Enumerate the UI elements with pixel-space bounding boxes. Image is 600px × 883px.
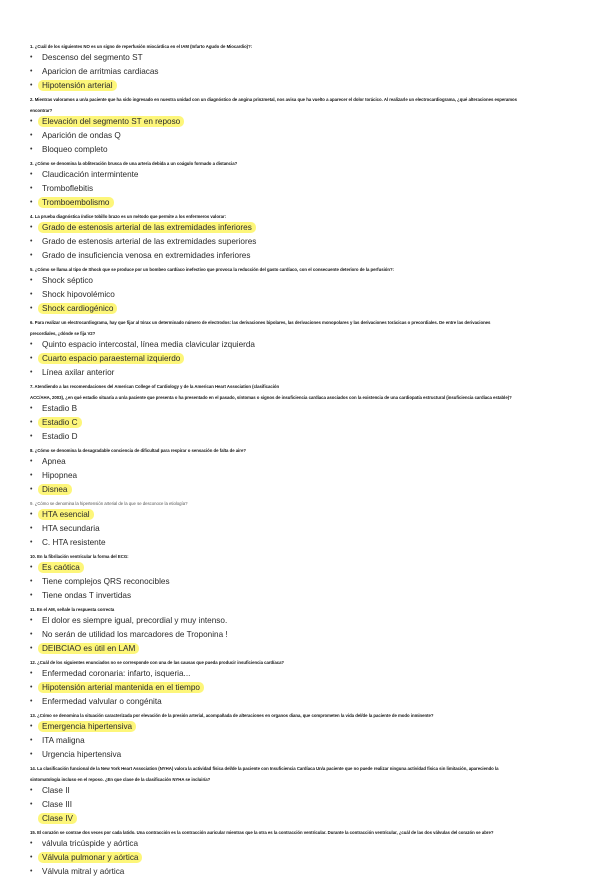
answer-option-highlighted — [30, 115, 575, 129]
answer-option — [30, 366, 575, 380]
bullet-icon: • — [30, 238, 33, 245]
bullet-icon: • — [30, 751, 33, 758]
bullet-icon: • — [30, 419, 33, 426]
answer-label: Clase III — [42, 800, 73, 809]
question-text — [30, 161, 575, 167]
bullet-icon: • — [30, 82, 33, 89]
question-text — [30, 214, 575, 220]
answer-label: Válvula mitral y aórtica — [42, 867, 125, 876]
answer-label: Hipotensión arterial mantenida en el tiempo — [38, 682, 204, 693]
question-block — [30, 44, 575, 93]
answer-options — [30, 402, 575, 444]
question-line: 4. La prueba diagnóstica índice tobillo brazo es un método que permite a los enfermeros valorar: — [30, 214, 227, 219]
answer-options — [30, 115, 575, 157]
bullet-icon: • — [30, 291, 33, 298]
question-text — [30, 554, 575, 560]
question-text — [30, 320, 575, 337]
bullet-icon: • — [30, 54, 33, 61]
question-block — [30, 161, 575, 210]
answer-label: No serán de utilidad los marcadores de Troponina ! — [42, 630, 228, 639]
answer-option-highlighted — [30, 483, 575, 497]
answer-label: C. HTA resistente — [42, 538, 106, 547]
answer-option — [30, 143, 575, 157]
bullet-icon: • — [30, 458, 33, 465]
bullet-icon: • — [30, 511, 33, 518]
question-line: 12. ¿Cuál de los siguientes enunciados no se corresponde con una de las causas que pueda producir insuficiencia cardíaca? — [30, 660, 285, 665]
bullet-icon: • — [30, 355, 33, 362]
answer-option — [30, 274, 575, 288]
bullet-icon: • — [30, 277, 33, 284]
bullet-icon: • — [30, 801, 33, 808]
answer-option — [30, 628, 575, 642]
answer-label: Emergencia hipertensiva — [38, 721, 136, 732]
question-block — [30, 214, 575, 263]
bullet-icon: • — [30, 252, 33, 259]
bullet-icon: • — [30, 132, 33, 139]
question-text — [30, 660, 575, 666]
answer-label: Elevación del segmento ST en reposo — [38, 116, 184, 127]
bullet-icon: • — [30, 68, 33, 75]
bullet-icon: • — [30, 305, 33, 312]
question-text — [30, 267, 575, 273]
answer-label: Estadio C — [38, 417, 82, 428]
question-text — [30, 384, 575, 401]
answer-label: Tiene complejos QRS reconocibles — [42, 577, 170, 586]
bullet-icon: • — [30, 486, 33, 493]
question-line-continued: precordiales, ¿dónde se fija V2? — [30, 331, 96, 336]
bullet-icon: • — [30, 787, 33, 794]
answer-label: Clase II — [42, 786, 70, 795]
question-text — [30, 44, 575, 50]
answer-option — [30, 784, 575, 798]
question-line: 11. En el AM, señale la respuesta correcta — [30, 607, 115, 612]
answer-label: DEIBCIAO es útil en LAM — [38, 643, 139, 654]
answer-label: HTA secundaria — [42, 524, 100, 533]
question-line: 14. La clasificación funcional de la New York Heart Association (NYHA) valora la actividad física del/de la paciente con Insuficiencia Cardíaca Un/a paciente que no puede realizar ninguna actividad física sin limitación, apareciendo la — [30, 766, 499, 771]
answer-label: Enfermedad valvular o congénita — [42, 697, 162, 706]
answer-label: Quinto espacio intercostal, línea media clavicular izquierda — [42, 340, 255, 349]
bullet-icon: • — [30, 525, 33, 532]
question-block — [30, 660, 575, 709]
question-line: 13. ¿Cómo se denomina la situación caracterizada por elevación de la presión arterial, acompañada de alteraciones en organos diana, que comprometen la vida del/de la paciente de modo inminente? — [30, 713, 434, 718]
answer-label: Tromboembolismo — [38, 197, 114, 208]
answer-option-highlighted — [30, 851, 575, 865]
document-page — [30, 44, 575, 883]
answer-options — [30, 338, 575, 380]
answer-options — [30, 455, 575, 497]
bullet-icon: • — [30, 472, 33, 479]
answer-label: HTA esencial — [38, 509, 94, 520]
question-text — [30, 97, 575, 114]
question-text — [30, 766, 575, 783]
question-block — [30, 384, 575, 444]
answer-option — [30, 748, 575, 762]
answer-option — [30, 695, 575, 709]
answer-label: Línea axilar anterior — [42, 368, 115, 377]
answer-option-highlighted — [30, 508, 575, 522]
answer-option — [30, 65, 575, 79]
bullet-icon: • — [30, 840, 33, 847]
answer-label: Shock séptico — [42, 276, 93, 285]
answer-label: Aparicion de arritmias cardiacas — [42, 67, 159, 76]
answer-label: Apnea — [42, 457, 66, 466]
question-text — [30, 501, 575, 507]
answer-label: Claudicación intermintente — [42, 170, 139, 179]
bullet-icon: • — [30, 698, 33, 705]
answer-option — [30, 182, 575, 196]
answer-options — [30, 221, 575, 263]
bullet-icon: • — [30, 631, 33, 638]
answer-option — [30, 430, 575, 444]
answer-label: El dolor es siempre igual, precordial y muy intenso. — [42, 616, 228, 625]
answer-label: Shock hipovolémico — [42, 290, 115, 299]
question-line-continued: sintomatología incluso en el reposo. ¿En que clase de la clasificación NYHA se incluiría? — [30, 777, 211, 782]
answer-option — [30, 469, 575, 483]
answer-option — [30, 455, 575, 469]
answer-option — [30, 734, 575, 748]
question-text — [30, 448, 575, 454]
answer-option — [30, 249, 575, 263]
question-line-continued: ACC/AHA, 2003), ¿en qué estadio situaría a un/a paciente que presenta o ha presentado en el pasado, síntomas o signos de insuficiencia cardíaca asociados con la existencia de una cardiopatía estructural (insuficiencia cardíaca estable)? — [30, 395, 512, 400]
answer-label: Enfermedad coronaria: infarto, isqueria... — [42, 669, 191, 678]
question-line: 2. Mientras valoramos a un/a paciente que ha sido ingresado en nuestra unidad con un diagnóstico de angina prinzmetal, nos avisa que ha vuelto a aparecer el dolor torácico. Al realizarle un electrocardiograma, ¿qué alteraciones esperamos — [30, 97, 518, 102]
question-line: 1. ¿Cuál de los siguientes NO es un signo de reperfusión miocárdica en el IAM (Infarto Agudo de Miocardio)?: — [30, 44, 253, 49]
answer-option-highlighted — [30, 416, 575, 430]
bullet-icon: • — [30, 592, 33, 599]
answer-option — [30, 667, 575, 681]
question-text — [30, 830, 575, 836]
question-block — [30, 607, 575, 656]
answer-label: Cuarto espacio paraesternal izquierdo — [38, 353, 184, 364]
question-text — [30, 713, 575, 719]
answer-option — [30, 614, 575, 628]
answer-options — [30, 168, 575, 210]
bullet-icon: • — [30, 868, 33, 875]
answer-label: Estadio B — [42, 404, 78, 413]
answer-option — [30, 575, 575, 589]
question-block — [30, 554, 575, 603]
answer-options — [30, 51, 575, 93]
answer-option-highlighted — [30, 221, 575, 235]
bullet-icon: • — [30, 369, 33, 376]
answer-label: Clase IV — [38, 813, 77, 824]
answer-option-highlighted — [30, 302, 575, 316]
answer-option — [30, 522, 575, 536]
question-line: 3. ¿Cómo se denomina la obliteración brusca de una arteria debida a un coágulo formado a distancia? — [30, 161, 238, 166]
bullet-icon: • — [30, 171, 33, 178]
answer-label: válvula tricúspide y aórtica — [42, 839, 139, 848]
answer-label: ITA maligna — [42, 736, 85, 745]
question-line: 15. El corazón se contrae dos veces por cada latido. Una contracción es la contracción auricular mientras que la otra es la contracción ventricular. Durante la contracción ventricular, ¿cuál de las dos válvulas del corazón se abre? — [30, 830, 494, 835]
answer-options — [30, 614, 575, 656]
bullet-icon: • — [30, 146, 33, 153]
bullet-icon: • — [30, 645, 33, 652]
question-block — [30, 320, 575, 380]
bullet-icon: • — [30, 564, 33, 571]
bullet-icon: • — [30, 341, 33, 348]
answer-label: Aparición de ondas Q — [42, 131, 121, 140]
answer-option-highlighted — [30, 196, 575, 210]
question-line: 6. Para realizar un electrocardiograma, hay que fijar al tórax un determinado número de electrodos: las derivaciones bipolares, las derivaciones monopolares y las derivaciones torácicas o precordiales. De entre las derivaciones — [30, 320, 491, 325]
answer-option — [30, 536, 575, 550]
question-line: 9. ¿Cómo se denomina la hipertensión arterial de la que se desconoce la etiología? — [30, 501, 188, 506]
bullet-icon: • — [30, 199, 33, 206]
answer-options — [30, 508, 575, 550]
answer-label: Shock cardiogénico — [38, 303, 117, 314]
question-block — [30, 830, 575, 879]
question-line: 8. ¿Cómo se denomina la desagradable conciencia de dificultad para respirar o sensación de falta de aire? — [30, 448, 246, 453]
answer-label: Urgencia hipertensiva — [42, 750, 122, 759]
bullet-icon: • — [30, 185, 33, 192]
bullet-icon: • — [30, 118, 33, 125]
question-block — [30, 501, 575, 550]
question-block — [30, 766, 575, 826]
answer-label: Descenso del segmento ST — [42, 53, 143, 62]
bullet-icon: • — [30, 723, 33, 730]
answer-options — [30, 667, 575, 709]
answer-label: Es caótica — [38, 562, 84, 573]
bullet-icon: • — [30, 617, 33, 624]
answer-label: Grado de insuficiencia venosa en extremidades inferiores — [42, 251, 251, 260]
question-block — [30, 713, 575, 762]
answer-option — [30, 129, 575, 143]
answer-label: Válvula pulmonar y aórtica — [38, 852, 142, 863]
question-text — [30, 607, 575, 613]
answer-options — [30, 561, 575, 603]
bullet-icon: • — [30, 578, 33, 585]
answer-options — [30, 837, 575, 879]
question-line: 7. Atendiendo a las recomendaciones del American College of Cardiology y de la American Heart Association (clasificación — [30, 384, 280, 389]
answer-options — [30, 274, 575, 316]
bullet-icon: • — [30, 854, 33, 861]
answer-option-highlighted — [30, 352, 575, 366]
answer-options — [30, 784, 575, 826]
question-block — [30, 267, 575, 316]
bullet-icon: • — [30, 405, 33, 412]
answer-option — [30, 837, 575, 851]
answer-option — [30, 288, 575, 302]
answer-option-highlighted — [30, 681, 575, 695]
bullet-icon: • — [30, 670, 33, 677]
answer-options — [30, 720, 575, 762]
answer-label: Grado de estenosis arterial de las extremidades superiores — [42, 237, 257, 246]
answer-label: Bloqueo completo — [42, 145, 108, 154]
answer-option — [30, 235, 575, 249]
answer-option — [30, 589, 575, 603]
answer-option-highlighted — [30, 561, 575, 575]
question-line: 5. ¿Cómo se llama al tipo de Shock que se produce por un bombeo cardíaco inefectivo que provoca la reducción del gasto cardíaco, con el consecuente deterioro de la perfusión?: — [30, 267, 394, 272]
answer-label: Hipopnea — [42, 471, 78, 480]
answer-option — [30, 168, 575, 182]
bullet-icon: • — [30, 539, 33, 546]
answer-label: Hipotensión arterial — [38, 80, 117, 91]
answer-label: Estadio D — [42, 432, 78, 441]
bullet-icon: • — [30, 737, 33, 744]
bullet-icon: • — [30, 684, 33, 691]
answer-option — [30, 798, 575, 812]
question-block — [30, 448, 575, 497]
answer-option — [30, 865, 575, 879]
answer-option-highlighted — [30, 642, 575, 656]
bullet-icon: • — [30, 433, 33, 440]
bullet-icon: • — [30, 224, 33, 231]
answer-label: Grado de estenosis arterial de las extremidades inferiores — [38, 222, 256, 233]
answer-option-highlighted — [30, 79, 575, 93]
answer-option-highlighted — [30, 812, 575, 826]
answer-option — [30, 338, 575, 352]
question-line: 10. En la fibrilación ventricular la forma del ECG: — [30, 554, 129, 559]
answer-label: Tiene ondas T invertidas — [42, 591, 132, 600]
question-line-continued: encontrar? — [30, 108, 53, 113]
answer-option — [30, 402, 575, 416]
answer-option-highlighted — [30, 720, 575, 734]
answer-option — [30, 51, 575, 65]
question-block — [30, 97, 575, 157]
answer-label: Disnea — [38, 484, 72, 495]
answer-label: Tromboflebitis — [42, 184, 94, 193]
